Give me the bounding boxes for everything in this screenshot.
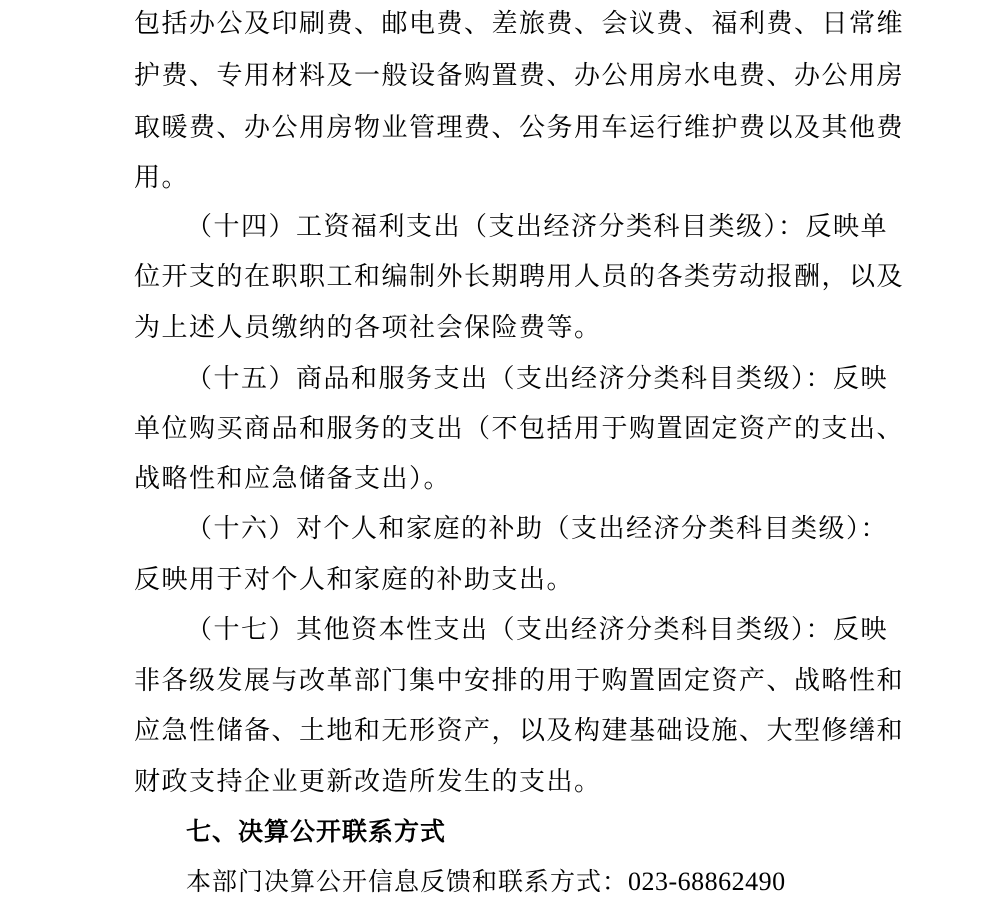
item-17-line-3: 应急性储备、土地和无形资产，以及构建基础设施、大型修缮和 — [134, 716, 905, 746]
item-16-line-2: 反映用于对个人和家庭的补助支出。 — [134, 565, 575, 595]
section-heading: 七、决算公开联系方式 — [186, 817, 447, 846]
item-15-line-1: （十五）商品和服务支出（支出经济分类科目类级）：反映 — [186, 364, 889, 394]
item-15-line-3: 战略性和应急储备支出）。 — [134, 464, 452, 494]
contact-label: 本部门决算公开信息反馈和联系方式： — [186, 867, 629, 896]
item-17-line-2: 非各级发展与改革部门集中安排的用于购置固定资产、战略性和 — [134, 666, 905, 696]
contact-phone: 023-68862490 — [628, 867, 786, 896]
item-16-line-1: （十六）对个人和家庭的补助（支出经济分类科目类级）： — [186, 514, 889, 544]
text-line-4: 用。 — [134, 163, 190, 193]
text-line-2: 护费、专用材料及一般设备购置费、办公用房水电费、办公用房 — [134, 61, 905, 91]
item-17-line-1: （十七）其他资本性支出（支出经济分类科目类级）：反映 — [186, 615, 889, 645]
item-15-line-2: 单位购买商品和服务的支出（不包括用于购置固定资产的支出、 — [134, 414, 905, 444]
text-line-1: 包括办公及印刷费、邮电费、差旅费、会议费、福利费、日常维 — [134, 9, 905, 39]
item-14-line-3: 为上述人员缴纳的各项社会保险费等。 — [134, 313, 602, 343]
text-line-3: 取暖费、办公用房物业管理费、公务用车运行维护费以及其他费 — [134, 113, 905, 143]
item-17-line-4: 财政支持企业更新改造所发生的支出。 — [134, 767, 602, 797]
item-14-line-2: 位开支的在职职工和编制外长期聘用人员的各类劳动报酬，以及 — [134, 262, 905, 292]
item-14-line-1: （十四）工资福利支出（支出经济分类科目类级）：反映单 — [186, 212, 889, 242]
contact-line — [186, 865, 786, 899]
